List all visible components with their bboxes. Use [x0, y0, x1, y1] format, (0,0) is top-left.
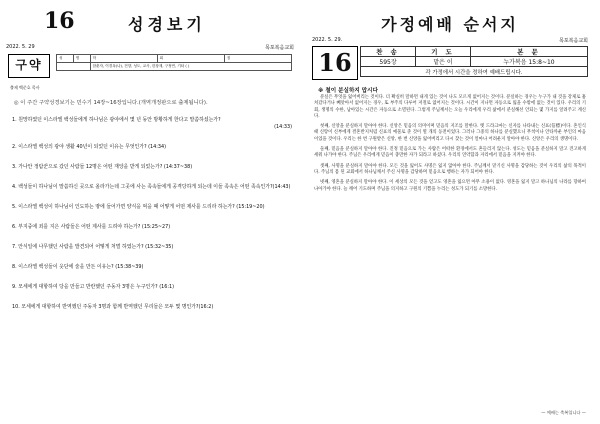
issue-number: 16	[312, 46, 358, 80]
question-item	[12, 164, 292, 171]
church-name: 목포복음교회	[559, 38, 588, 44]
order-note-row	[361, 67, 588, 77]
question-number: 7.	[12, 244, 17, 250]
question-number: 8.	[12, 264, 17, 270]
question-item	[12, 224, 292, 231]
question-text: 안식일에 나무했던 사람을 발견되어 어떻게 처벌 하였는가? (15:32~35)	[18, 244, 174, 250]
sermon-paragraph: 둘째, 믿음을 분실하지 말아야 한다. 진정 믿음으로 가는 사람은 어떠한 환경에서도 흔들리지 않는다. 성도는 믿음을 분실하지 말고 견고하게 세워 나가야 한다. 주님은 우리에게 믿음이 충만한 자가 되라고 하셨다. 우리의 연약함과 자리에서 믿음을 지켜야 한다.	[314, 147, 586, 159]
footer-text: — 예배는 축복입니다 —	[541, 410, 586, 415]
question-text: 가나안 정탐꾼으로 갔던 사람들 12명은 어떤 재앙을 받게 되었는가? (14:37~38)	[18, 164, 193, 170]
question-number: 1.	[12, 117, 17, 123]
question-text: 부지중에 죄를 지은 사람들은 어떤 제사를 드려야 하는가? (15:25~27)	[18, 224, 171, 230]
order-values-row	[361, 57, 588, 67]
scripture-reference: 누가복음 15:8~10	[471, 57, 588, 67]
question-text: 이스라엘 백성들이 옷단에 술을 만든 이유는? (15:38~39)	[18, 264, 144, 270]
info-table	[56, 54, 292, 71]
order-header-prayer: 기 도	[416, 47, 471, 57]
question-item	[12, 304, 292, 311]
question-number: 5.	[12, 204, 17, 210]
sermon-paragraph: 넷째, 영혼을 분실하지 말아야 한다. 이 세상의 모든 것을 얻고도 영혼을 잃으면 아무 소용이 없다. 영혼을 잃지 말고 하나님의 나라를 향하여 나아가야 한다. 늘 깨어 기도하며 주님을 의지하고 구원의 기쁨을 누리는 성도가 되기를 소망한다.	[314, 180, 586, 192]
info-cell: 회	[157, 55, 224, 63]
page-title: 성경보기	[128, 15, 206, 34]
info-cell: 학	[90, 55, 157, 63]
question-list	[12, 117, 292, 324]
instruction: ◎ 이 주간 구약성경보기는 민수기 14장~16장입니다.(개역개정판으로 출제됩니다).	[14, 100, 208, 106]
examiner: 출제 백준호 목사	[10, 85, 40, 90]
hymn-number: 595장	[361, 57, 416, 67]
question-item	[12, 144, 292, 151]
info-header-row	[57, 55, 292, 63]
question-text: 이스라엘 백성이 하나님이 인도하는 땅에 들어가면 양식을 먹을 때 어떻게 어떤 제사를 드리라 하는가? (15:19~20)	[18, 204, 265, 210]
question-text: 모세에게 대항하여 반역했던 주동자 3명과 함께 반역했던 무리들은 모두 몇 명인가?(16:2)	[21, 304, 214, 310]
question-number: 2.	[12, 144, 17, 150]
sermon-paragraph: 셋째, 사명을 분실하지 말아야 한다. 모든 것을 잃어도 사명은 잃지 않아야 한다. 주님께서 맡기신 사명을 감당하는 것이 우리의 삶의 목적이다. 주님의 몸 된 교회에서 하나님께서 주신 사명을 감당하며 믿음으로 행하는 자가 되어야 한다.	[314, 163, 586, 175]
question-text: 원망하였던 이스라엘 백성들에게 하나님은 광야에서 몇 년 동안 방황하게 한다고 말씀하셨는가?	[18, 117, 221, 123]
question-reference: (14:33)	[274, 124, 292, 130]
left-header	[8, 6, 292, 40]
info-row	[57, 63, 292, 71]
category-box: 구약	[8, 54, 50, 78]
prayer-leader: 맡은 이	[416, 57, 471, 67]
order-note: 각 가정에서 시간을 정하여 예배드립시다.	[361, 67, 588, 77]
info-cell	[57, 63, 91, 71]
date: 2022. 5. 29	[6, 44, 35, 50]
sermon-body	[314, 95, 586, 197]
question-number: 9.	[12, 284, 17, 290]
question-number: 6.	[12, 224, 17, 230]
question-number: 4.	[12, 184, 17, 190]
question-item	[12, 264, 292, 271]
info-cell: 명	[73, 55, 90, 63]
order-header-text: 본 문	[471, 47, 588, 57]
question-item	[12, 244, 292, 251]
order-header-hymn: 찬 송	[361, 47, 416, 57]
sermon-paragraph: 분실은 무엇을 잃어버리는 것이다. 더 확실히 말하면 내게 있는 것이 나도 모르게 없어지는 것이다. 분실하는 경우는 누구가 내 것을 강제로 훔쳐갔다거나 빼앗아서 없어지는 경우, 또 부주의 다루어 저절로 없어지는 것이다. 시간이 지나면 자동으로 잃을 수밖에 없는 것이 있다. 우리의 기회, 생명의 수한, 남아있는 시간은 자동으로 소멸된다. 그렇게 주님께서는 오늘 우리에게 우리 삶에서 분실해선 안되는 몇 가지를 알려주고 계신다.	[314, 95, 586, 119]
question-item	[12, 284, 292, 291]
question-text: 이스라엘 백성의 광야 생활 40년이 되었던 이유는 무엇인가? (14:34)	[18, 144, 167, 150]
family-worship-page	[300, 0, 600, 424]
question-number: 10.	[12, 304, 20, 310]
info-cell: 성	[57, 55, 74, 63]
question-item	[12, 204, 292, 211]
date: 2022. 5. 29.	[312, 37, 343, 43]
page-title: 가정예배 순서지	[381, 15, 519, 34]
worship-order-table	[360, 46, 588, 77]
sermon-title: ※ 철이 분실하지 맙시다	[318, 88, 378, 94]
issue-number: 16	[44, 8, 75, 34]
sermon-paragraph: 첫째, 신앙을 분실하지 말아야 한다. 신앙은 믿음의 의미이며 믿음의 지조를 말한다. 옛 드라크마는 신자를 나타내는 신표(信標)이다. 혼인식 때 신랑이 신부에게 결혼반지처럼 신표의 예물로 준 것이 열 개의 동전이었다. 그러나 그중의 하나를 분실했으니 무척이나 안타까운 부인의 마음이었을 것이다. 우리는 한 번 구원받은 신앙, 한 번 신앙을 잃어버리고 다시 찾는 것이 얼마나 어려운지 알아야 한다. 신앙은 우리의 생명이다.	[314, 124, 586, 142]
church-name: 목포복음교회	[265, 45, 294, 51]
info-cell-options: 함춘자, 이경옥(나), 전향, 성도, 교사, 한창재, 구정연, 기타 ( )	[90, 63, 291, 71]
question-text: 모세에게 대항하여 당을 만들고 반란했던 주동자 3명은 누구인가? (16:1)	[18, 284, 175, 290]
question-text: 백성들이 하나님이 말씀하신 곳으로 올라가는데 그곳에 사는 족속들에게 공격당하게 되는데 이들 족속은 어떤 족속인가?(14:43)	[18, 184, 291, 190]
question-number: 3.	[12, 164, 17, 170]
question-item	[12, 117, 292, 131]
order-header-row	[361, 47, 588, 57]
info-cell: 점	[224, 55, 291, 63]
question-item	[12, 184, 292, 191]
